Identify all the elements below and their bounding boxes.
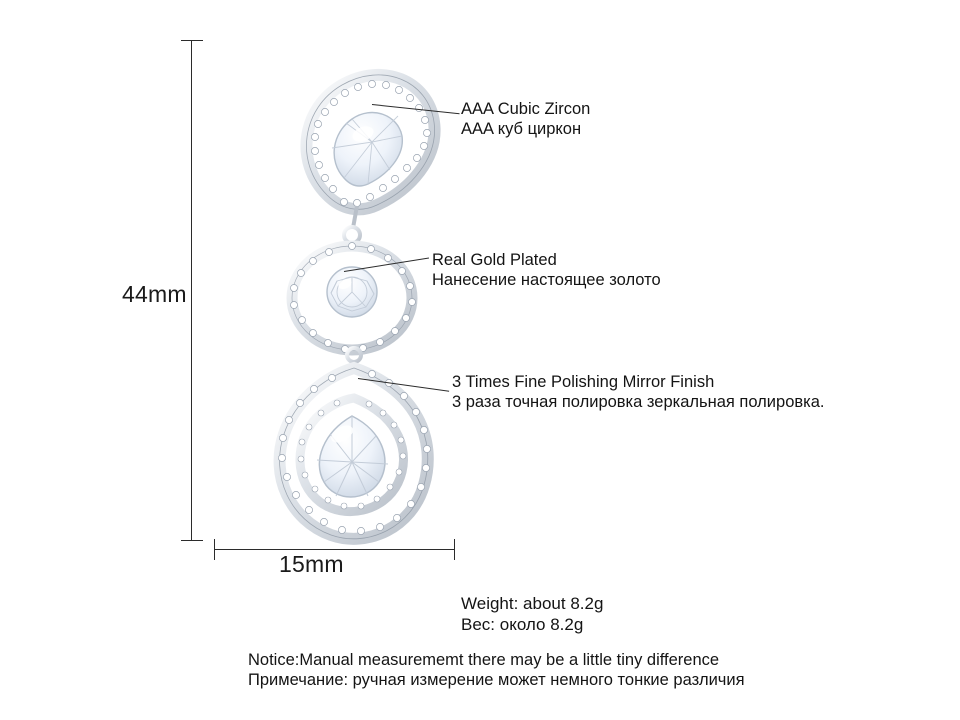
callout-polishing	[452, 372, 824, 412]
callout-polishing-line1: 3 Times Fine Polishing Mirror Finish	[452, 373, 715, 391]
callout-cubic-zircon	[461, 99, 590, 139]
height-dimension-line	[191, 40, 192, 540]
callout-cubic-zircon-line1: AAA Cubic Zircon	[461, 100, 591, 118]
width-dimension-line	[214, 549, 454, 550]
height-dimension-tick-top	[181, 40, 203, 41]
callout-gold-plated	[432, 250, 661, 290]
notice-note-line1: Notice:Manual measurememt there may be a little tiny difference	[248, 651, 720, 669]
width-dimension-label: 15mm	[279, 551, 344, 577]
top-pear-setting	[306, 75, 434, 209]
callout-gold-plated-line2: Нанесение настоящее золото	[432, 271, 661, 290]
weight-note	[461, 593, 603, 635]
callout-gold-plated-line1: Real Gold Plated	[432, 251, 557, 269]
middle-circle-setting	[291, 243, 416, 353]
height-dimension-tick-bottom	[181, 540, 203, 541]
callout-cubic-zircon-line2: AAA куб циркон	[461, 120, 582, 139]
weight-note-line2: Вес: около 8.2g	[461, 615, 584, 635]
notice-note-line2: Примечание: ручная измерение может немного тонкие различия	[248, 671, 745, 690]
width-dimension-tick-left	[214, 539, 215, 560]
height-dimension-label: 44mm	[122, 281, 187, 307]
weight-note-line1: Weight: about 8.2g	[461, 594, 604, 613]
callout-polishing-line2: 3 раза точная полировка зеркальная полировка.	[452, 393, 825, 412]
notice-note	[248, 650, 745, 691]
width-dimension-tick-right	[454, 539, 455, 560]
